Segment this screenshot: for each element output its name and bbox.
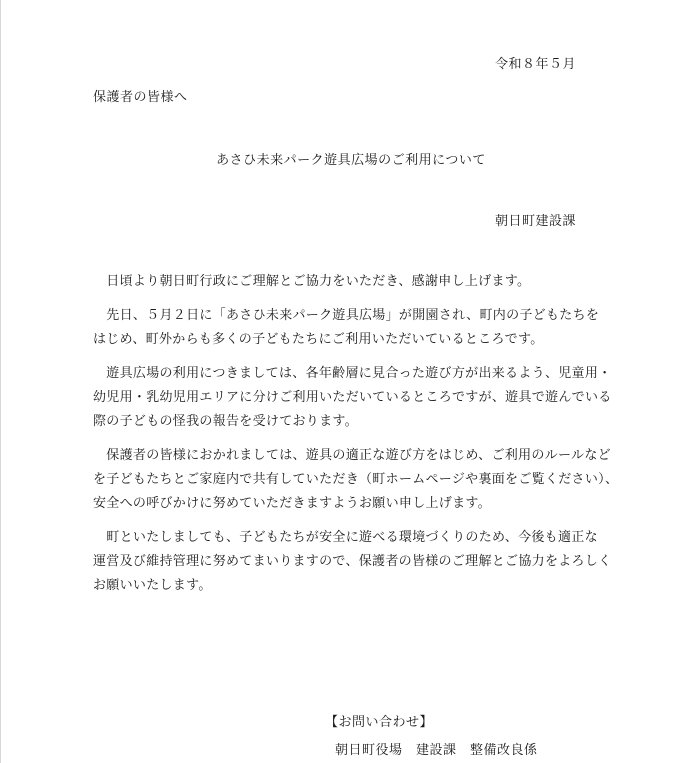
document-body: [93, 270, 619, 608]
body-paragraph: [93, 444, 619, 516]
body-paragraph: [93, 270, 583, 294]
document-recipient: 保護者の皆様へ: [93, 90, 188, 105]
body-line: 保護者の皆様におかれましては、遊具の適正な遊び方をはじめ、ご利用のルールなど: [93, 448, 611, 463]
body-line: 日頃より朝日町行政にご理解とご協力をいただき、感謝申し上げます。: [93, 274, 531, 289]
body-paragraph: [93, 362, 612, 434]
body-line: 運営及び維持管理に努めてまいりますので、保護者の皆様のご理解とご協力をよろしく: [93, 554, 612, 569]
body-line: 安全への呼びかけに努めていただきますようお願い申し上げます。: [93, 496, 491, 511]
body-line: はじめ、町外からも多くの子どもたちにご利用いただいているところです。: [93, 332, 544, 347]
body-line: 先日、５月２日に「あさひ未来パーク遊具広場」が開園され、町内の子どもたちを: [93, 308, 600, 323]
contact-organization: 朝日町役場 建設課 整備改良係: [335, 743, 538, 758]
body-line: 際の子どもの怪我の報告を受けております。: [93, 414, 358, 429]
document-title: あさひ未来パーク遊具広場のご利用について: [216, 153, 486, 168]
body-line: 幼児用・乳幼児用エリアに分けご利用いただいているところですが、遊具で遊んでいる: [93, 390, 612, 405]
body-paragraph: [93, 304, 600, 352]
document-sender: 朝日町建設課: [494, 214, 576, 229]
document-date: 令和８年５月: [494, 57, 576, 72]
contact-heading: 【お問い合わせ】: [325, 715, 434, 730]
body-line: 町といたしましても、子どもたちが安全に遊べる環境づくりのため、今後も適正な: [93, 530, 598, 545]
body-paragraph: [93, 526, 612, 598]
body-line: を子どもたちとご家庭内で共有していただき（町ホームページや裏面をご覧ください）、: [93, 472, 619, 487]
body-line: 遊具広場の利用につきましては、各年齢層に見合った遊び方が出来るよう、児童用・: [93, 366, 612, 381]
body-line: お願いいたします。: [93, 578, 212, 593]
